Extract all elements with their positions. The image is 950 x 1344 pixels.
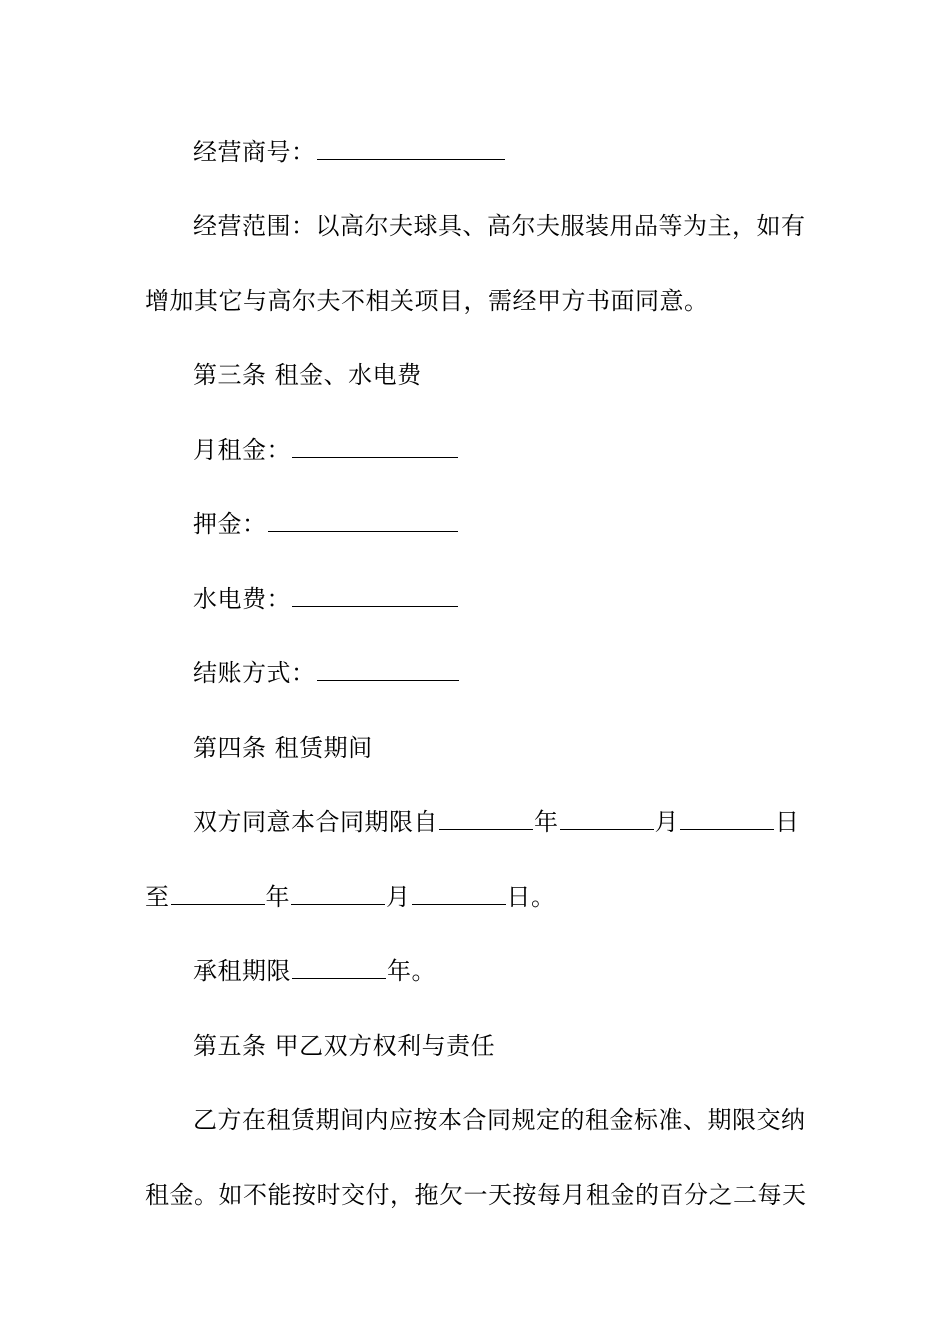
lease-duration-line	[193, 953, 810, 989]
business-scope-text-1: 经营范围：以高尔夫球具、高尔夫服装用品等为主，如有	[193, 212, 806, 240]
monthly-rent-label: 月租金：	[193, 436, 291, 464]
article-5-heading-text: 第五条 甲乙双方权利与责任	[193, 1032, 496, 1060]
business-scope-line-2	[145, 283, 810, 319]
end-year-blank	[171, 882, 265, 905]
business-name-label: 经营商号：	[193, 138, 316, 166]
article-4-heading	[193, 730, 810, 766]
end-day-unit: 日。	[506, 883, 556, 911]
rent-obligation-line-2	[145, 1177, 810, 1213]
end-year-unit: 年	[265, 883, 290, 911]
business-name-blank	[317, 137, 505, 160]
deposit-label: 押金：	[193, 510, 267, 538]
monthly-rent-line	[193, 432, 810, 468]
settlement-blank	[317, 658, 459, 681]
lease-duration-label: 承租期限	[193, 957, 291, 985]
settlement-line	[193, 655, 810, 691]
business-name-line	[193, 134, 810, 170]
article-5-heading	[193, 1028, 810, 1064]
business-scope-text-2: 增加其它与高尔夫不相关项目，需经甲方书面同意。	[145, 287, 709, 315]
article-4-heading-text: 第四条 租赁期间	[193, 734, 373, 762]
article-3-heading-text: 第三条 租金、水电费	[193, 361, 422, 389]
deposit-line	[193, 506, 810, 542]
start-year-unit: 年	[534, 808, 559, 836]
utilities-label: 水电费：	[193, 585, 291, 613]
rent-obligation-text-1: 乙方在租赁期间内应按本合同规定的租金标准、期限交纳	[193, 1106, 806, 1134]
deposit-blank	[268, 509, 458, 532]
start-year-blank	[439, 807, 533, 830]
term-end-line	[145, 879, 810, 915]
business-scope-line-1	[193, 208, 810, 244]
start-month-unit: 月	[654, 808, 679, 836]
term-end-text: 至	[145, 883, 170, 911]
lease-duration-unit: 年。	[387, 957, 436, 985]
end-month-blank	[291, 882, 385, 905]
monthly-rent-blank	[292, 435, 458, 458]
utilities-blank	[292, 584, 458, 607]
term-start-text: 双方同意本合同期限自	[193, 808, 438, 836]
end-day-blank	[412, 882, 506, 905]
start-month-blank	[560, 807, 654, 830]
lease-duration-blank	[292, 956, 386, 979]
end-month-unit: 月	[386, 883, 411, 911]
article-3-heading	[193, 357, 810, 393]
utilities-line	[193, 581, 810, 617]
term-start-line	[193, 804, 810, 840]
rent-obligation-text-2: 租金。如不能按时交付，拖欠一天按每月租金的百分之二每天	[145, 1181, 807, 1209]
start-day-unit: 日	[775, 808, 800, 836]
settlement-label: 结账方式：	[193, 659, 316, 687]
rent-obligation-line-1	[193, 1102, 810, 1138]
start-day-blank	[680, 807, 774, 830]
